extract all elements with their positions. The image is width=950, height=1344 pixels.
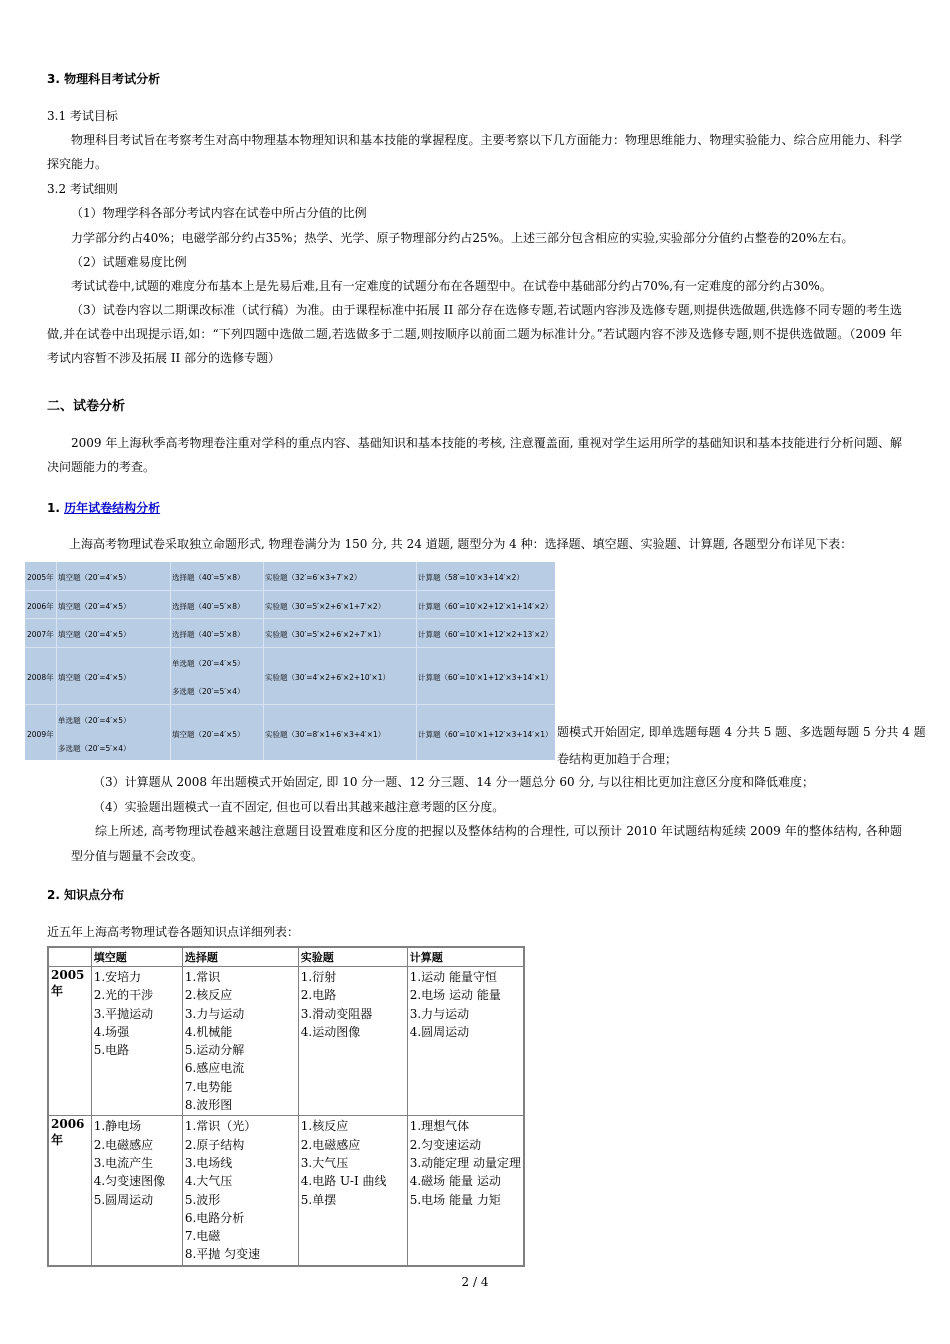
fill-cell: [91, 967, 182, 1116]
table-row: [48, 1116, 524, 1266]
list-item: 8.平抛 匀变速: [184, 1247, 261, 1262]
table-row: [25, 591, 555, 619]
cell: 计算题（60′=10′×1+12′×3+14′×1）: [418, 730, 553, 739]
cell: 多选题（20′=5′×4）: [172, 687, 245, 696]
list-item: 1.核反应: [300, 1119, 349, 1134]
list-item: 4.匀变速图像: [93, 1174, 166, 1189]
paragraph: 题模式开始固定, 即单选题每题 4 分共 5 题、多选题每题 5 分共 4 题: [557, 725, 926, 739]
year-cell: 2006年: [27, 602, 54, 611]
year-cell: 2009年: [27, 730, 54, 739]
list-item: 6.电路分析: [184, 1210, 245, 1225]
cell: 选择题（40′=5′×8）: [172, 602, 245, 611]
cell: 填空题（20′=4′×5）: [58, 602, 131, 611]
cell: 选择题（40′=5′×8）: [172, 630, 245, 639]
item-title: （1）物理学科各部分考试内容在试卷中所占分值的比例: [71, 206, 367, 220]
table-header-row: [48, 947, 524, 967]
list-item: 1.常识（光）: [184, 1119, 257, 1134]
paragraph: 卷结构更加趋于合理；: [557, 752, 678, 766]
list-item: 4.场强: [93, 1024, 130, 1039]
cell: 多选题（20′=5′×4）: [58, 744, 131, 753]
list-item: 7.电磁: [184, 1229, 221, 1244]
section-heading: 3. 物理科目考试分析: [47, 72, 161, 86]
list-item: 4.圆周运动: [409, 1024, 470, 1039]
list-item: 2.原子结构: [184, 1137, 245, 1152]
subsection-number: 1.: [47, 501, 60, 515]
header-cell: 填空题: [91, 947, 182, 967]
year-cell: 2008年: [27, 673, 54, 682]
paragraph: 综上所述, 高考物理试卷越来越注意题目设置难度和区分度的把握以及整体结构的合理性, 可以预计 2010 年试题结构延续 2009 年的整体结构, 各种题型分值与题量不会改变。: [71, 824, 902, 863]
list-item: 3.动能定理 动量定理: [409, 1155, 521, 1170]
list-item: 3.滑动变阻器: [300, 1006, 373, 1021]
list-item: 2.电路: [300, 988, 337, 1003]
list-item: 4.运动图像: [300, 1024, 361, 1039]
cell: 填空题（20′=4′×5）: [58, 630, 131, 639]
paragraph: 考试试卷中,试题的难度分布基本上是先易后难,且有一定难度的试题分布在各题型中。在试卷中基础部分约占70%,有一定难度的部分约占30%。: [71, 279, 832, 293]
subsection-heading: [47, 499, 160, 516]
paragraph: 上海高考物理试卷采取独立命题形式, 物理卷满分为 150 分, 共 24 道题, 题型分为 4 种：选择题、填空题、实验题、计算题, 各题型分布详见下表：: [69, 537, 853, 551]
item-title: （2）试题难易度比例: [71, 255, 187, 269]
list-item: 2.电磁感应: [300, 1137, 361, 1152]
subsection-title: 3.1 考试目标: [47, 109, 118, 123]
table-row: [25, 648, 555, 705]
cell: 单选题（20′=4′×5）: [172, 659, 245, 668]
structure-analysis-link[interactable]: 历年试卷结构分析: [64, 501, 161, 515]
calc-cell: [407, 1116, 524, 1266]
list-item: 1.理想气体: [409, 1119, 470, 1134]
table-row: [25, 705, 555, 760]
fill-cell: [91, 1116, 182, 1266]
header-cell: [48, 947, 91, 967]
list-item: 2.核反应: [184, 988, 233, 1003]
list-item: 3.大气压: [300, 1155, 349, 1170]
header-cell: 计算题: [407, 947, 524, 967]
header-cell: 实验题: [298, 947, 407, 967]
list-item: 1.安培力: [93, 970, 142, 984]
list-item: 1.衍射: [300, 970, 337, 984]
cell: 单选题（20′=4′×5）: [58, 716, 131, 725]
list-item: 3.平抛运动: [93, 1006, 154, 1021]
list-item: 1.运动 能量守恒: [409, 970, 497, 984]
experiment-cell: [298, 1116, 407, 1266]
list-item: 2.匀变速运动: [409, 1137, 482, 1152]
paragraph: 力学部分约占40%；电磁学部分约占35%；热学、光学、原子物理部分约占25%。上述三部分包含相应的实验,实验部分分值约占整卷的20%左右。: [71, 231, 854, 245]
list-item: 1.静电场: [93, 1119, 142, 1134]
cell: 计算题（58′=10′×3+14′×2）: [418, 573, 524, 582]
list-item: 3.电流产生: [93, 1155, 154, 1170]
header-cell: 选择题: [182, 947, 298, 967]
cell: 计算题（60′=10′×1+12′×2+13′×2）: [418, 630, 553, 639]
paragraph: 物理科目考试旨在考察考生对高中物理基本物理知识和基本技能的掌握程度。主要考察以下几方面能力：物理思维能力、物理实验能力、综合应用能力、科学探究能力。: [47, 133, 902, 171]
experiment-cell: [298, 967, 407, 1116]
cell: 计算题（60′=10′×2+12′×1+14′×2）: [418, 602, 553, 611]
list-item: 5.单摆: [300, 1192, 337, 1207]
paragraph: 近五年上海高考物理试卷各题知识点详细列表：: [47, 925, 300, 939]
year-cell: 2005 年: [48, 967, 91, 1116]
cell: 填空题（20′=4′×5）: [58, 573, 131, 582]
page-number: 2 / 4: [461, 1275, 489, 1289]
list-item: 5.波形: [184, 1192, 221, 1207]
paragraph: 2009 年上海秋季高考物理卷注重对学科的重点内容、基础知识和基本技能的考核, 注意覆盖面, 重视对学生运用所学的基础知识和基本技能进行分析问题、解决问题能力的考查。: [47, 436, 902, 474]
list-item: 5.圆周运动: [93, 1192, 154, 1207]
subsection-heading: 2. 知识点分布: [47, 888, 125, 902]
cell: 实验题（30′=8′×1+6′×3+4′×1）: [265, 730, 386, 739]
list-item: 4.机械能: [184, 1024, 233, 1039]
choice-cell: [182, 1116, 298, 1266]
cell: 填空题（20′=4′×5）: [172, 730, 245, 739]
table-row: [25, 619, 555, 648]
cell: 填空题（20′=4′×5）: [58, 673, 131, 682]
list-item: 6.感应电流: [184, 1061, 245, 1076]
year-cell: 2005年: [27, 573, 54, 582]
calc-cell: [407, 967, 524, 1116]
list-item: 1.常识: [184, 970, 221, 984]
paragraph: （3）计算题从 2008 年出题模式开始固定, 即 10 分一题、12 分三题、14 分一题总分 60 分, 与以往相比更加注意区分度和降低难度；: [93, 775, 815, 789]
list-item: 4.磁场 能量 运动: [409, 1174, 501, 1189]
list-item: 4.电路 U-I 曲线: [300, 1174, 387, 1189]
list-item: 2.电场 运动 能量: [409, 988, 501, 1003]
exam-structure-table: [25, 562, 555, 760]
list-item: 4.大气压: [184, 1174, 233, 1189]
table-row: [48, 967, 524, 1116]
list-item: 3.力与运动: [409, 1006, 470, 1021]
cell: 选择题（40′=5′×8）: [172, 573, 245, 582]
cell: 实验题（30′=4′×2+6′×2+10′×1）: [265, 673, 390, 682]
list-item: 8.波形图: [184, 1098, 233, 1113]
cell: 实验题（30′=5′×2+6′×2+7′×1）: [265, 630, 386, 639]
paragraph: （3）试卷内容以二期课改标准（试行稿）为准。由于课程标准中拓展 II 部分存在选修专题,若试题内容涉及选修专题,则提供选做题,供选修不同专题的考生选做,并在试卷中出现提示语,如：“下列四题中选做二题,若选做多于二题,则按顺序以前面二题为标准计分。”若试题内容不涉及选修专题,则不提供选做题。（2009 年考试内容暂不涉及拓展 II 部分的选修专题）: [47, 303, 902, 365]
list-item: 3.电场线: [184, 1155, 233, 1170]
list-item: 7.电势能: [184, 1079, 233, 1094]
year-cell: 2006 年: [48, 1116, 91, 1266]
list-item: 2.光的干涉: [93, 988, 154, 1003]
cell: 实验题（30′=5′×2+6′×1+7′×2）: [265, 602, 386, 611]
list-item: 5.电场 能量 力矩: [409, 1192, 501, 1207]
list-item: 5.电路: [93, 1043, 130, 1058]
year-cell: 2007年: [27, 630, 54, 639]
cell: 实验题（32′=6′×3+7′×2）: [265, 573, 362, 582]
subsection-title: 3.2 考试细则: [47, 182, 118, 196]
choice-cell: [182, 967, 298, 1116]
list-item: 2.电磁感应: [93, 1137, 154, 1152]
paragraph: （4）实验题出题模式一直不固定, 但也可以看出其越来越注意考题的区分度。: [93, 800, 505, 814]
list-item: 5.运动分解: [184, 1043, 245, 1058]
table-row: [25, 562, 555, 591]
cell: 计算题（60′=10′×1+12′×3+14′×1）: [418, 673, 553, 682]
list-item: 3.力与运动: [184, 1006, 245, 1021]
part-heading: 二、试卷分析: [47, 399, 126, 414]
knowledge-points-table: [47, 946, 525, 1267]
